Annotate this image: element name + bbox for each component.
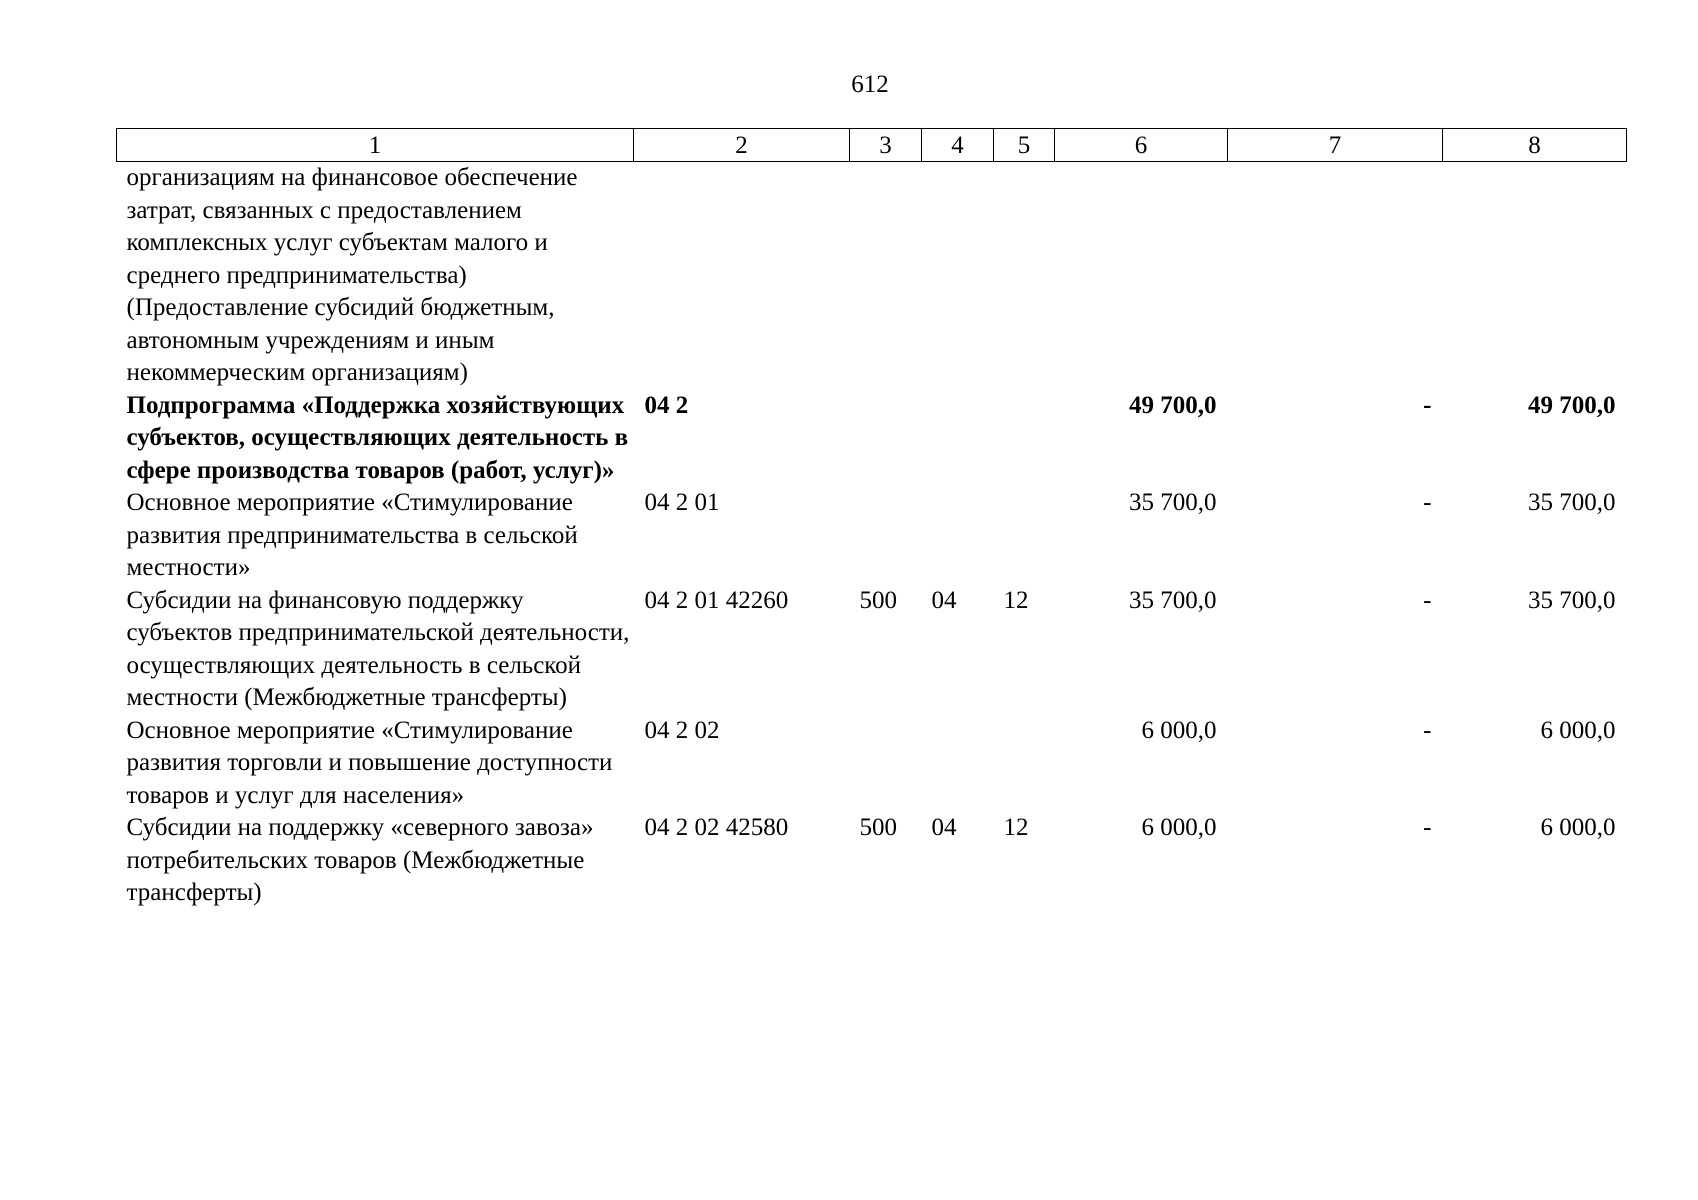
row-subsection: 12 (1003, 814, 1029, 841)
row-amount-col8: 6 000,0 (1540, 716, 1616, 744)
row-description: Основное мероприятие «Стимулирование развития предпринимательства в сельской местности» (126, 489, 578, 581)
row-amount-col6: 35 700,0 (1129, 586, 1217, 614)
table-row-subprogram (117, 390, 1627, 488)
row-expense-type: 500 (859, 586, 897, 614)
column-header-8: 8 (1443, 129, 1627, 162)
table-row (117, 585, 1627, 715)
column-header-3: 3 (850, 129, 922, 162)
row-section (922, 390, 994, 488)
row-expense-type (850, 162, 922, 390)
budget-table (116, 128, 1627, 910)
row-amount-col8: 35 700,0 (1528, 586, 1616, 614)
table-header (117, 129, 1627, 162)
row-section (922, 487, 994, 585)
row-description: Основное мероприятие «Стимулирование развития торговли и повышение доступности товаров и услуг для населения» (126, 716, 613, 809)
row-amount-col6: 49 700,0 (1129, 391, 1217, 419)
row-amount-col8 (1443, 162, 1627, 390)
row-target-code: 04 2 02 42580 (644, 814, 789, 841)
column-header-4: 4 (922, 129, 994, 162)
row-subsection (994, 390, 1055, 488)
row-section (922, 715, 994, 813)
row-amount-col8: 6 000,0 (1540, 814, 1616, 841)
row-amount-col7: - (1423, 391, 1432, 419)
row-expense-type (850, 715, 922, 813)
table-row (117, 162, 1627, 390)
row-subsection (994, 715, 1055, 813)
row-amount-col6: 35 700,0 (1129, 489, 1217, 516)
row-expense-type (850, 390, 922, 488)
row-target-code: 04 2 01 (644, 489, 720, 516)
row-amount-col8: 35 700,0 (1528, 489, 1616, 516)
column-header-7: 7 (1228, 129, 1443, 162)
row-amount-col6: 6 000,0 (1141, 814, 1217, 841)
row-expense-type: 500 (859, 814, 897, 841)
row-target-code: 04 2 01 42260 (644, 586, 789, 614)
table-row (117, 715, 1627, 813)
row-section (922, 162, 994, 390)
row-subsection (994, 487, 1055, 585)
row-amount-col7 (1228, 162, 1443, 390)
row-amount-col8: 49 700,0 (1528, 391, 1616, 419)
row-description: Субсидии на финансовую поддержку субъектов предпринимательской деятельности, осуществляющих деятельность в сельской местности (Межбюджетные трансферты) (126, 586, 630, 711)
row-subsection (994, 162, 1055, 390)
row-target-code: 04 2 (644, 391, 689, 419)
column-number-row (117, 129, 1627, 162)
table-row (117, 487, 1627, 585)
row-target-code (634, 162, 850, 390)
row-amount-col7: - (1423, 586, 1432, 614)
column-header-5: 5 (994, 129, 1055, 162)
row-description: организациям на финансовое обеспечение затрат, связанных с предоставлением комплексных услуг субъектам малого и среднего предпринимательства) (Предоставление субсидий бюджетным, автономным учреждениям и иным некоммерческим организациям) (126, 164, 578, 386)
page-number: 612 (851, 71, 889, 98)
column-header-6: 6 (1055, 129, 1228, 162)
row-description: Субсидии на поддержку «северного завоза» потребительских товаров (Межбюджетные трансферты) (126, 814, 594, 906)
row-description: Подпрограмма «Поддержка хозяйствующих субъектов, осуществляющих деятельность в сфере производства товаров (работ, услуг)» (126, 391, 629, 484)
table-body (117, 162, 1627, 910)
column-header-1: 1 (117, 129, 634, 162)
table-row (117, 812, 1627, 910)
row-section: 04 (931, 586, 957, 614)
row-section: 04 (931, 814, 957, 841)
row-amount-col6 (1055, 162, 1228, 390)
row-target-code: 04 2 02 (644, 716, 720, 744)
row-amount-col7: - (1423, 489, 1432, 516)
row-amount-col7: - (1423, 814, 1432, 841)
row-subsection: 12 (1003, 586, 1029, 614)
column-header-2: 2 (634, 129, 850, 162)
row-amount-col7: - (1423, 716, 1432, 744)
row-amount-col6: 6 000,0 (1141, 716, 1217, 744)
row-expense-type (850, 487, 922, 585)
